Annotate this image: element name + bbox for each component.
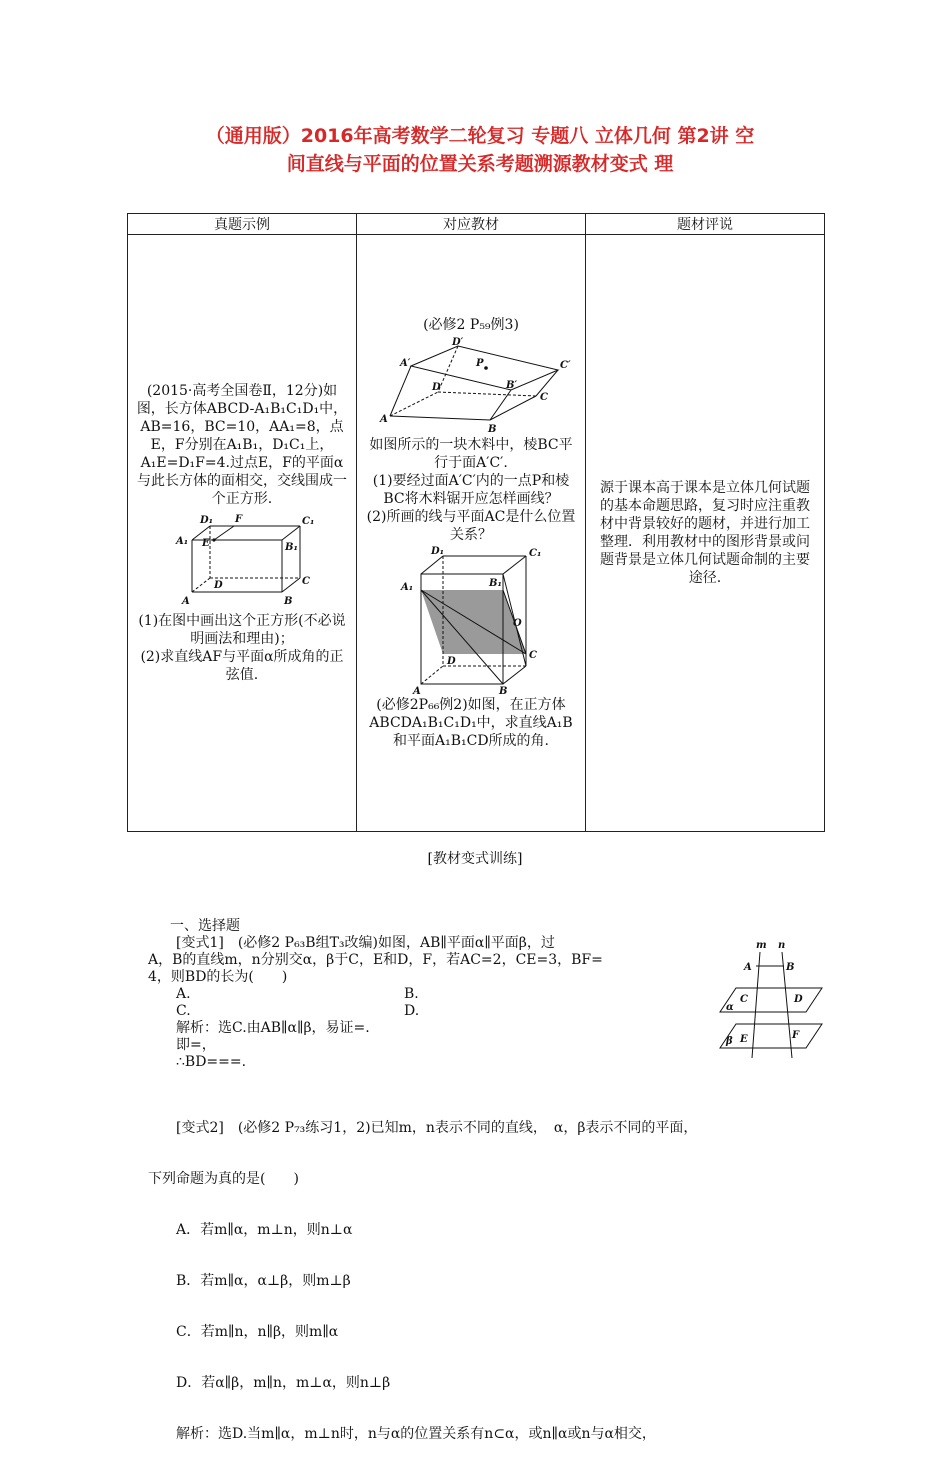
label-cube-A1: A₁ [401, 582, 414, 593]
variant2-block [148, 1086, 818, 1460]
prism-figure [376, 336, 571, 435]
label-C: C [302, 576, 310, 587]
label-B: B [284, 596, 293, 607]
label-cube-C1: C₁ [529, 548, 542, 559]
variant2-option-d: D．若α∥β，m∥n，m⊥α，则n⊥β [176, 1375, 391, 1391]
table-header-row [128, 214, 825, 235]
label-Bprime: B′ [506, 380, 518, 391]
document-title [140, 122, 820, 178]
label-cube-O: O [513, 618, 522, 629]
label-cube-B1: B₁ [489, 578, 502, 589]
source-table [127, 213, 825, 832]
label-A1: A₁ [176, 536, 189, 547]
variant2-line1: [变式2] (必修2 P₇₃练习1，2)已知m，n表示不同的直线， α，β表示不同的平面， [176, 1120, 698, 1136]
variant2-answer: 解析：选D.当m∥α，m⊥n时，n与α的位置关系有n⊂α，或n∥α或n与α相交， [176, 1426, 656, 1442]
section-heading: 一、选择题 [170, 918, 240, 934]
label-F: F [235, 514, 243, 525]
textbook-question-2a: (2)所画的线与平面AC是什么位置 [366, 509, 576, 525]
exam-example-cell [128, 235, 357, 832]
option-b: B. [404, 986, 419, 1002]
label-C2: C [540, 392, 548, 403]
answer1-line1: 解析：选C.由AB∥α∥β，易证=. [176, 1020, 370, 1036]
options-row-2 [148, 1003, 708, 1020]
title-line-2: 间直线与平面的位置关系考题溯源教材变式 理 [286, 153, 674, 175]
textbook-text-1: 如图所示的一块木料中，棱BC平行于面A′C′. [369, 437, 573, 471]
exam-problem-text: (2015·高考全国卷Ⅱ，12分)如图，长方体ABCD-A₁B₁C₁D₁中，AB=16，BC=10，AA₁=8，点E，F分别在A₁B₁，D₁C₁上，A₁E=D₁F=4.过点E，F的平面α与此长方体的面相交，交线围成一个正方形. [136, 383, 348, 507]
label-D2: D [432, 382, 441, 393]
label-cube-C: C [529, 650, 537, 661]
label-A2: A [380, 414, 388, 425]
header-exam-example: 真题示例 [128, 214, 357, 235]
exam-question-1: (1)在图中画出这个正方形(不必说明画法和理由)； [138, 613, 346, 647]
label-B2: B [488, 424, 497, 435]
variant2-option-c: C．若m∥n，n∥β，则m∥α [176, 1324, 339, 1340]
textbook-text-2: (必修2P₆₆例2)如图，在正方体ABCDA₁B₁C₁D₁中，求直线A₁B和平面A₁B₁CD所成的角. [369, 697, 573, 749]
header-commentary: 题材评说 [586, 214, 825, 235]
variant1-line3: 4，则BD的长为( ) [148, 969, 288, 985]
planes-label-alpha: α [726, 1002, 734, 1013]
cube-figure [391, 546, 551, 697]
answer1-line3: ∴BD===. [176, 1054, 247, 1070]
cuboid-figure [172, 510, 315, 610]
label-Aprime: A′ [400, 358, 411, 369]
variant2-option-b: B．若m∥α，α⊥β，则m⊥β [176, 1273, 351, 1289]
label-P: P [476, 358, 484, 369]
planes-label-D: D [794, 994, 803, 1005]
label-cube-D1: D₁ [431, 546, 445, 557]
option-a: A. [176, 986, 191, 1002]
commentary-text: 源于课本高于课本是立体几何试题的基本命题思路，复习时应注重教材中背景较好的题材，并进行加工整理．利用教材中的图形背景或问题背景是立体几何试题命制的主要途径. [600, 480, 810, 586]
textbook-question-1: (1)要经过面A′C′内的一点P和棱BC将木料锯开应怎样画线？ [372, 473, 570, 507]
label-cube-B: B [499, 686, 508, 697]
section-note: [教材变式训练] [427, 851, 523, 867]
label-A: A [182, 596, 190, 607]
planes-label-beta: β [726, 1036, 733, 1047]
option-c: C. [176, 1003, 191, 1019]
planes-label-C: C [740, 994, 748, 1005]
label-cube-A: A [413, 686, 421, 697]
planes-label-A: A [744, 962, 752, 973]
header-textbook: 对应教材 [357, 214, 586, 235]
planes-label-n: n [778, 940, 786, 951]
textbook-question-2b: 关系？ [450, 527, 492, 543]
exam-question-2: (2)求直线AF与平面α所成角的正弦值. [140, 649, 344, 683]
option-d: D. [404, 1003, 420, 1019]
label-Dprime: D′ [452, 337, 464, 348]
label-E: E [202, 538, 210, 549]
label-C1: C₁ [302, 516, 315, 527]
planes-label-E: E [740, 1034, 748, 1045]
label-D1: D₁ [200, 515, 214, 526]
parallel-planes-figure [718, 938, 824, 1064]
label-Cprime: C′ [560, 360, 571, 371]
table-body-row [128, 235, 825, 832]
textbook-ref-1: (必修2 P₅₉例3) [423, 317, 519, 333]
label-D: D [214, 580, 223, 591]
variant1-line2: A，B的直线m，n分别交α，β于C，E和D，F，若AC=2，CE=3，BF= [148, 952, 603, 968]
answer1-line2: 即=， [176, 1037, 216, 1053]
commentary-cell [586, 235, 825, 832]
planes-label-F: F [792, 1030, 800, 1041]
variant1-line1: [变式1] (必修2 P₆₃B组T₃改编)如图，AB∥平面α∥平面β，过 [176, 935, 555, 951]
planes-label-m: m [756, 940, 767, 951]
textbook-cell [357, 235, 586, 832]
planes-label-B: B [786, 962, 795, 973]
label-cube-D: D [447, 656, 456, 667]
title-line-1: （通用版）2016年高考数学二轮复习 专题八 立体几何 第2讲 空 [205, 125, 755, 147]
variant2-line2: 下列命题为真的是( ) [148, 1171, 299, 1187]
exercise-section [148, 918, 708, 1071]
options-row-1 [148, 986, 708, 1003]
label-B1: B₁ [285, 542, 298, 553]
variant2-option-a: A．若m∥α，m⊥n，则n⊥α [176, 1222, 353, 1238]
